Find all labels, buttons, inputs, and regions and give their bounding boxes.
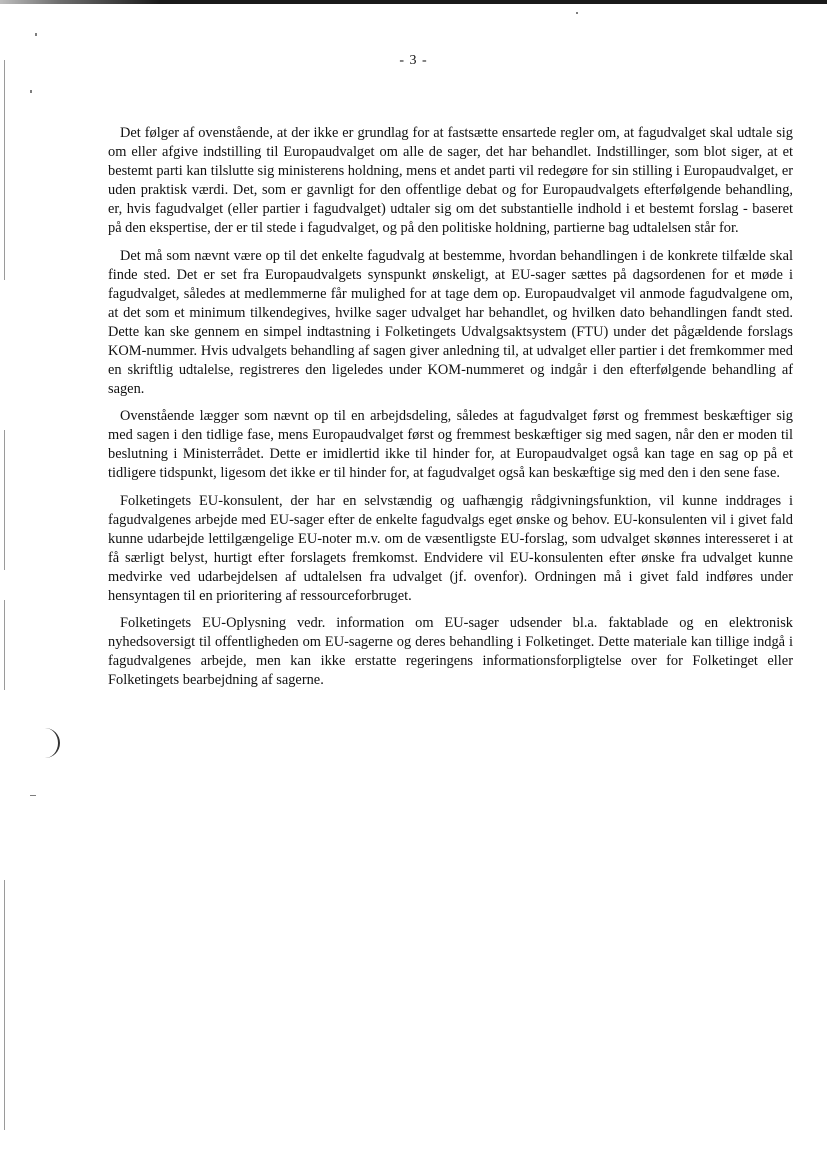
scan-speck xyxy=(30,90,32,93)
scan-speck xyxy=(35,33,37,36)
scan-speck xyxy=(576,12,578,14)
scan-left-edge-bottom xyxy=(4,880,5,1130)
scan-left-edge-middle xyxy=(4,430,5,570)
paragraph-committee-procedure: Det må som nævnt være op til det enkelte fagudvalg at bestemme, hvordan behandlingen i de konkrete tilfælde skal finde sted. Det er set fra Europaudvalgets synspunkt ønskeligt, at EU-sager sættes på dagsordenen for et møde i fagudvalget, således at medlemmerne får mulighed for at tage dem op. Europaudvalget vil anmode fagudvalgene om, at det som et minimum tilkendegives, hvilke sager udvalget har behandlet, og hvilken dato behandlingen fandt sted. Dette kan ske gennem en simpel indtastning i Folketingets Udvalgsaktsystem (FTU) under det pågældende forslags KOM-nummer. Hvis udvalgets behandling af sagen giver anledning til, at udvalget eller partier i det fremkommer med en skriftlig udtalelse, registreres den ligeledes under KOM-nummeret og indgår i den efterfølgende behandling af sagen. xyxy=(108,247,793,397)
document-body xyxy=(108,124,793,699)
paragraph-division-of-labour: Ovenstående lægger som nævnt op til en arbejdsdeling, således at fagudvalget først og fremmest beskæftiger sig med sagen i den tidlige fase, mens Europaudvalget først og fremmest beskæftiger sig med sagen, når den er moden til beslutning i Ministerrådet. Dette er imidlertid ikke til hinder for, at Europaudvalget også kan tage en sag op på et tidligere tidspunkt, ligesom det ikke er til hinder for, at fagudvalget også kan beskæftige sig med den i den sene fase. xyxy=(108,408,793,481)
scan-left-edge-upper xyxy=(4,60,5,280)
paragraph-eu-information: Folketingets EU-Oplysning vedr. information om EU-sager udsender bl.a. faktablade og en elektronisk nyhedsoversigt til offentligheden om EU-sagerne og deres behandling i Folketinget. Dette materiale kan tillige indgå i fagudvalgenes arbejde, men kan ikke erstatte regeringens informationsforpligtelse over for Folketinget eller Folketingets bearbejdning af sagerne. xyxy=(108,615,793,688)
scan-top-border xyxy=(0,0,827,4)
paragraph-guidelines: Det følger af ovenstående, at der ikke er grundlag for at fastsætte ensartede regler om, at fagudvalget skal udtale sig om eller afgive indstilling til Europaudvalget om alle de sager, det har behandlet. Indstillinger, som blot siger, at et bestemt parti kan tilslutte sig ministerens holdning, mens et andet parti vil redegøre for sin stilling i Europaudvalget, er uden praktisk værdi. Det, som er gavnligt for den offentlige debat og for Europaudvalgets efterfølgende behandling, er, hvis fagudvalget (eller partier i fagudvalget) udtaler sig om det substantielle indhold i et bestemt forslag - baseret på den ekspertise, der er til stede i fagudvalget, og på den politiske holdning, partierne bag udtalelsen står for. xyxy=(108,125,794,236)
paragraph-eu-consultant: Folketingets EU-konsulent, der har en selvstændig og uafhængig rådgivningsfunktion, vil kunne inddrages i fagudvalgenes arbejde med EU-sager efter de enkelte fagudvalgs eget ønske og behov. EU-konsulenten vil i givet fald kunne udarbejde lettilgængelige EU-noter m.v. om de væsentligste EU-forslag, som udvalget skønnes interesseret i at få særligt belyst, hurtigt efter forslagets fremkomst. Endvidere vil EU-konsulenten efter ønske fra udvalget kunne medvirke ved udarbejdelsen af udtalelsen fra udvalget (jf. ovenfor). Ordningen må i givet fald indføres under hensyntagen til en prioritering af ressourceforbruget. xyxy=(108,492,793,604)
page-number: - 3 - xyxy=(399,53,428,68)
scan-speck xyxy=(30,795,36,796)
binding-hole-mark xyxy=(40,728,60,758)
scan-left-edge-lower xyxy=(4,600,5,690)
